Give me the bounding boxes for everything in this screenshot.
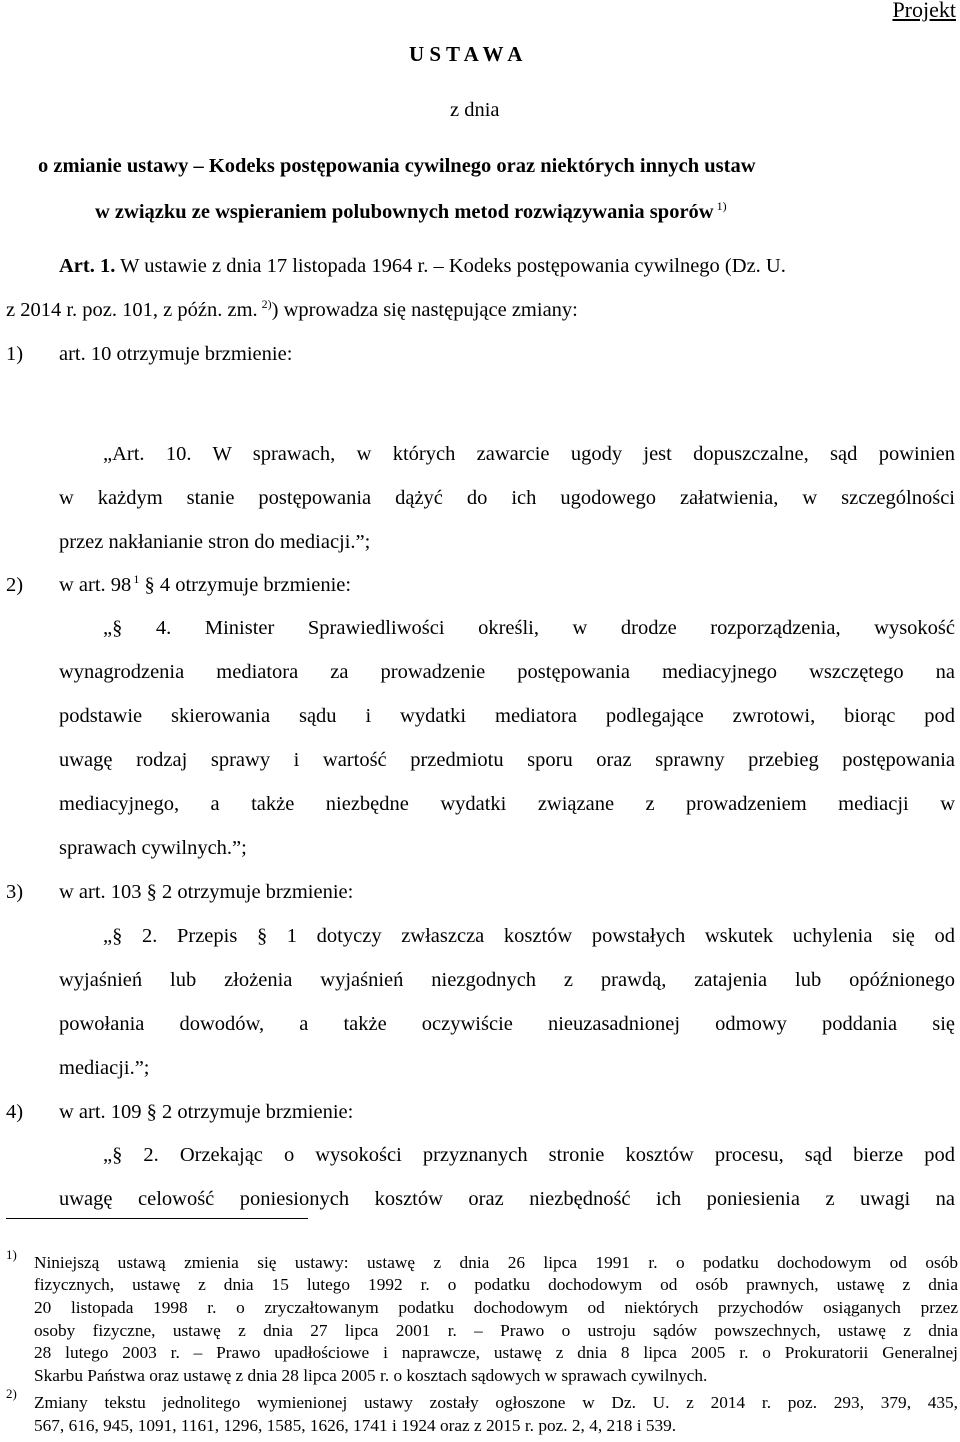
point-2-intro-a: w art. 98 (59, 574, 132, 596)
footnote-1-line-4: osoby fizyczne, ustawę z dnia 27 lipca 2001 r. – Prawo o ustroju sądów powszechnych, ustawę z dnia (34, 1321, 958, 1340)
point-3-quote-line-3: powołania dowodów, a także oczywiście nieuzasadnionej odmowy poddania się (59, 1013, 955, 1035)
document-type-title: U S T A W A (409, 42, 523, 66)
point-4-quote-line-2: uwagę celowość poniesionych kosztów oraz niezbędność ich poniesienia z uwagi na (59, 1188, 955, 1210)
point-4-intro: w art. 109 § 2 otrzymuje brzmienie: (59, 1101, 354, 1123)
point-1-quote-line-1: „Art. 10. W sprawach, w których zawarcie ugody jest dopuszczalne, sąd powinien (103, 443, 955, 465)
footnote-1-line-3: 20 listopada 1998 r. o zryczałtowanym podatku dochodowym od niektórych przychodów osiąganych przez (34, 1298, 958, 1317)
footnote-ref-1[interactable]: 1) (716, 199, 727, 214)
point-3-intro: w art. 103 § 2 otrzymuje brzmienie: (59, 881, 354, 903)
point-1-intro: art. 10 otrzymuje brzmienie: (59, 343, 293, 365)
point-2-intro-b: § 4 otrzymuje brzmienie: (139, 574, 352, 596)
footnote-2-mark: 2) (6, 1386, 17, 1401)
title-line-2-text: w związku ze wspieraniem polubownych metod rozwiązywania sporów (95, 201, 714, 223)
point-2-number: 2) (6, 574, 24, 596)
point-3-quote-line-1: „§ 2. Przepis § 1 dotyczy zwłaszcza kosztów powstałych wskutek uchylenia się od (103, 925, 955, 947)
footnote-1-line-5: 28 lutego 2003 r. – Prawo upadłościowe i naprawcze, ustawę z dnia 8 lipca 2005 r. o Prokuratorii Generalnej (34, 1343, 958, 1362)
project-label: Projekt (892, 0, 956, 22)
footnote-separator (6, 1218, 308, 1219)
article-1-text-1: W ustawie z dnia 17 listopada 1964 r. – Kodeks postępowania cywilnego (Dz. U. (115, 255, 786, 277)
point-3-quote-line-4: mediacji.”; (59, 1057, 150, 1079)
article-1-text-2a: z 2014 r. poz. 101, z późn. zm. (6, 299, 258, 321)
footnote-1-line-6: Skarbu Państwa oraz ustawę z dnia 28 lipca 2005 r. o kosztach sądowych w sprawach cywilnych. (34, 1366, 708, 1385)
point-2-quote-line-6: sprawach cywilnych.”; (59, 837, 247, 859)
article-1-label: Art. 1. (59, 255, 116, 277)
article-1-line-1 (59, 253, 786, 279)
footnote-ref-2[interactable]: 2) (261, 297, 272, 312)
article-1-line-2 (6, 297, 578, 323)
footnote-2-line-1: Zmiany tekstu jednolitego wymienionej ustawy zostały ogłoszone w Dz. U. z 2014 r. poz. 293, 379, 435, (34, 1393, 958, 1412)
point-2-quote-line-4: uwagę rodzaj sprawy i wartość przedmiotu sporu oraz sprawny przebieg postępowania (59, 749, 955, 771)
point-2-quote-line-1: „§ 4. Minister Sprawiedliwości określi, w drodze rozporządzenia, wysokość (103, 617, 955, 639)
point-2-quote-line-3: podstawie skierowania sądu i wydatki mediatora podlegające zwrotowi, biorąc pod (59, 705, 955, 727)
point-1-number: 1) (6, 343, 24, 365)
point-3-quote-line-2: wyjaśnień lub złożenia wyjaśnień niezgodnych z prawdą, zatajenia lub opóźnionego (59, 969, 955, 991)
point-2-quote-line-5: mediacyjnego, a także niezbędne wydatki związane z prowadzeniem mediacji w (59, 793, 955, 815)
footnote-2-line-2: 567, 616, 945, 1091, 1161, 1296, 1585, 1626, 1741 i 1924 oraz z 2015 r. poz. 2, 4, 218 i 539. (34, 1416, 677, 1435)
point-3-number: 3) (6, 881, 24, 903)
footnote-1-line-1: Niniejszą ustawą zmienia się ustawy: ustawę z dnia 26 lipca 1991 r. o podatku dochodowym od osób (34, 1253, 958, 1272)
date-line: z dnia (450, 99, 500, 121)
point-4-number: 4) (6, 1101, 24, 1123)
point-2-intro-sup: 1 (133, 572, 140, 587)
point-4-quote-line-1: „§ 2. Orzekając o wysokości przyznanych stronie kosztów procesu, sąd bierze pod (103, 1144, 955, 1166)
footnote-1-mark: 1) (6, 1247, 17, 1262)
point-1-quote-line-3: przez nakłanianie stron do mediacji.”; (59, 531, 371, 553)
article-1-text-2b: ) wprowadza się następujące zmiany: (271, 299, 578, 321)
point-2-intro (59, 572, 351, 598)
point-2-quote-line-2: wynagrodzenia mediatora za prowadzenie postępowania mediacyjnego wszczętego na (59, 661, 955, 683)
title-line-2 (95, 199, 727, 225)
footnote-1-line-2: fizycznych, ustawę z dnia 15 lutego 1992 r. o podatku dochodowym od osób prawnych, ustawę z dnia (34, 1275, 958, 1294)
title-line-1: o zmianie ustawy – Kodeks postępowania cywilnego oraz niektórych innych ustaw (38, 155, 756, 177)
point-1-quote-line-2: w każdym stanie postępowania dążyć do ich ugodowego załatwienia, w szczególności (59, 487, 955, 509)
